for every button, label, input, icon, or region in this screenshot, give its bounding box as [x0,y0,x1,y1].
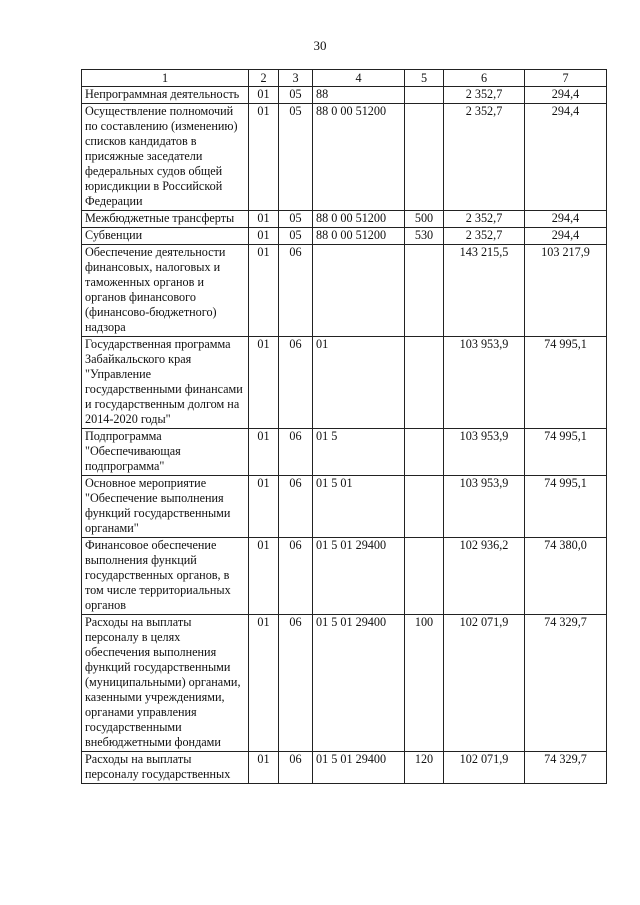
amount-plan-cell: 143 215,5 [444,245,525,337]
table-row [82,476,607,538]
section-code-cell: 01 [249,337,279,429]
target-article-cell: 88 0 00 51200 [313,228,405,245]
row-name-cell: Осуществление полномочий по составлению (изменению) списков кандидатов в присяжные заседатели федеральных судов общей юрисдикции в Российской Федерации [82,104,249,211]
amount-actual-cell: 74 995,1 [525,429,607,476]
page-number: 30 [313,38,327,53]
section-code-cell: 01 [249,228,279,245]
header-cell: 6 [444,70,525,87]
amount-plan-cell: 103 953,9 [444,429,525,476]
expense-type-cell [405,337,444,429]
target-article-cell: 01 5 01 29400 [313,752,405,784]
section-code-cell: 01 [249,752,279,784]
expense-type-cell: 120 [405,752,444,784]
expense-type-cell [405,87,444,104]
row-name-cell: Подпрограмма "Обеспечивающая подпрограмма" [82,429,249,476]
table-row [82,429,607,476]
amount-actual-cell: 74 995,1 [525,337,607,429]
expense-type-cell [405,245,444,337]
expense-type-cell [405,429,444,476]
amount-actual-cell: 294,4 [525,104,607,211]
target-article-cell: 01 5 01 29400 [313,538,405,615]
row-name-cell: Расходы на выплаты персоналу государственных [82,752,249,784]
row-name-cell: Основное мероприятие "Обеспечение выполнения функций государственными органами" [82,476,249,538]
table-row [82,337,607,429]
amount-actual-cell: 74 329,7 [525,752,607,784]
table-row [82,538,607,615]
amount-actual-cell: 294,4 [525,87,607,104]
subsection-code-cell: 05 [279,104,313,211]
subsection-code-cell: 06 [279,337,313,429]
table-row [82,752,607,784]
subsection-code-cell: 06 [279,752,313,784]
table-row [82,211,607,228]
amount-plan-cell: 102 936,2 [444,538,525,615]
subsection-code-cell: 05 [279,228,313,245]
section-code-cell: 01 [249,87,279,104]
section-code-cell: 01 [249,104,279,211]
target-article-cell: 88 [313,87,405,104]
section-code-cell: 01 [249,538,279,615]
row-name-cell: Государственная программа Забайкальского края "Управление государственными финансами и государственным долгом на 2014-2020 годы" [82,337,249,429]
expense-type-cell [405,538,444,615]
subsection-code-cell: 06 [279,429,313,476]
table-row [82,245,607,337]
amount-actual-cell: 74 380,0 [525,538,607,615]
header-row [82,70,607,87]
expense-type-cell [405,476,444,538]
section-code-cell: 01 [249,211,279,228]
expense-type-cell: 100 [405,615,444,752]
amount-plan-cell: 2 352,7 [444,211,525,228]
subsection-code-cell: 06 [279,245,313,337]
amount-actual-cell: 294,4 [525,211,607,228]
table-row [82,87,607,104]
amount-plan-cell: 102 071,9 [444,752,525,784]
expense-type-cell: 500 [405,211,444,228]
target-article-cell: 88 0 00 51200 [313,211,405,228]
section-code-cell: 01 [249,429,279,476]
target-article-cell: 01 5 01 [313,476,405,538]
target-article-cell: 01 5 [313,429,405,476]
header-cell: 1 [82,70,249,87]
header-cell: 7 [525,70,607,87]
target-article-cell: 01 5 01 29400 [313,615,405,752]
header-cell: 2 [249,70,279,87]
amount-plan-cell: 2 352,7 [444,87,525,104]
amount-plan-cell: 102 071,9 [444,615,525,752]
header-cell: 4 [313,70,405,87]
amount-actual-cell: 103 217,9 [525,245,607,337]
row-name-cell: Финансовое обеспечение выполнения функций государственных органов, в том числе территориальных органов [82,538,249,615]
section-code-cell: 01 [249,615,279,752]
subsection-code-cell: 06 [279,538,313,615]
subsection-code-cell: 05 [279,211,313,228]
amount-plan-cell: 103 953,9 [444,476,525,538]
table-row [82,615,607,752]
expense-type-cell [405,104,444,211]
amount-plan-cell: 2 352,7 [444,228,525,245]
amount-actual-cell: 294,4 [525,228,607,245]
table-row [82,104,607,211]
subsection-code-cell: 06 [279,476,313,538]
amount-actual-cell: 74 329,7 [525,615,607,752]
amount-plan-cell: 2 352,7 [444,104,525,211]
row-name-cell: Расходы на выплаты персоналу в целях обеспечения выполнения функций государственными (муниципальными) органами, казенными учреждениями, органами управления государственными внебюджетными фондами [82,615,249,752]
header-cell: 3 [279,70,313,87]
row-name-cell: Субвенции [82,228,249,245]
expense-type-cell: 530 [405,228,444,245]
row-name-cell: Обеспечение деятельности финансовых, налоговых и таможенных органов и органов финансового (финансово-бюджетного) надзора [82,245,249,337]
header-cell: 5 [405,70,444,87]
section-code-cell: 01 [249,476,279,538]
subsection-code-cell: 05 [279,87,313,104]
section-code-cell: 01 [249,245,279,337]
subsection-code-cell: 06 [279,615,313,752]
row-name-cell: Межбюджетные трансферты [82,211,249,228]
target-article-cell: 88 0 00 51200 [313,104,405,211]
target-article-cell [313,245,405,337]
budget-table [81,69,607,784]
target-article-cell: 01 [313,337,405,429]
table-row [82,228,607,245]
amount-plan-cell: 103 953,9 [444,337,525,429]
amount-actual-cell: 74 995,1 [525,476,607,538]
row-name-cell: Непрограммная деятельность [82,87,249,104]
